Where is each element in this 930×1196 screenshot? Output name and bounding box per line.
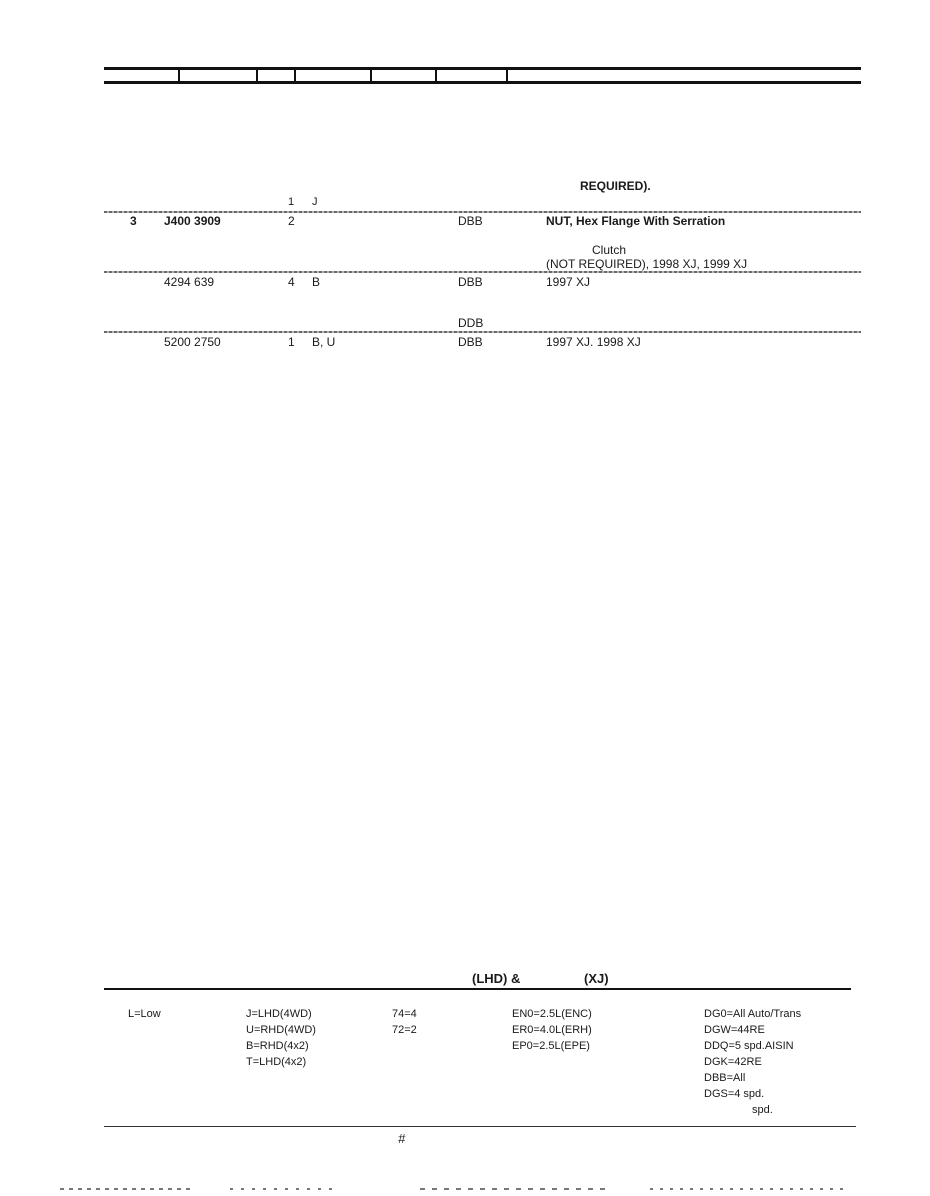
legend-entry: L=Low — [128, 1008, 161, 1020]
legend-entry: EN0=2.5L(ENC) — [512, 1008, 592, 1020]
legend-column-line — [128, 1006, 161, 1022]
legend-entry: DGS=4 spd. — [704, 1088, 765, 1100]
legend-entry: T=LHD(4x2) — [246, 1056, 307, 1068]
legend-entry: DDQ=5 spd.AISIN — [704, 1040, 794, 1052]
scan-artifact — [650, 1188, 850, 1190]
row3-part-number: 5200 2750 — [164, 335, 221, 349]
row0-description: REQUIRED). — [580, 179, 651, 193]
legend-entry: EP0=2.5L(EPE) — [512, 1040, 590, 1052]
column-tick — [178, 70, 180, 84]
row3-description: 1997 XJ. 1998 XJ — [546, 335, 641, 349]
scan-artifact — [60, 1188, 190, 1190]
legend-column-engine — [512, 1006, 592, 1054]
row1-description: NUT, Hex Flange With Serration — [546, 214, 726, 228]
footer-rule — [104, 1126, 856, 1127]
column-tick — [506, 70, 508, 84]
legend-title-xj: (XJ) — [584, 971, 609, 986]
row2-application: B — [312, 275, 321, 289]
header-rule-top — [104, 67, 861, 70]
row2-description: 1997 XJ — [546, 275, 591, 289]
legend-column-transmission — [704, 1006, 801, 1118]
header-rule-bottom — [104, 81, 861, 84]
row1-trans-code: DBB — [458, 214, 483, 228]
column-tick — [294, 70, 296, 84]
row-separator — [104, 331, 861, 333]
row2-trans-code: DBB — [458, 275, 483, 289]
legend-entry: U=RHD(4WD) — [246, 1024, 316, 1036]
column-tick — [370, 70, 372, 84]
legend-title-lhd: (LHD) & — [472, 971, 521, 986]
row3-application: B, U — [312, 335, 336, 349]
row1-qty: 2 — [288, 214, 295, 228]
legend-entry: 74=4 — [392, 1008, 417, 1020]
row1-note-years: (NOT REQUIRED), 1998 XJ, 1999 XJ — [546, 257, 748, 271]
legend-entry: DGK=42RE — [704, 1056, 762, 1068]
legend-entry: ER0=4.0L(ERH) — [512, 1024, 592, 1036]
row1-item-number: 3 — [130, 214, 137, 228]
scan-artifact — [420, 1188, 610, 1190]
row0-qty-fragment: 1 — [288, 196, 295, 208]
column-tick — [435, 70, 437, 84]
legend-entry: DGW=44RE — [704, 1024, 765, 1036]
row2-note-trans: DDB — [458, 316, 484, 330]
row-separator — [104, 271, 861, 273]
row0-app-fragment: J — [312, 196, 318, 208]
legend-column-body — [246, 1006, 316, 1070]
legend-entry: J=LHD(4WD) — [246, 1008, 312, 1020]
row2-part-number: 4294 639 — [164, 275, 215, 289]
column-tick — [256, 70, 258, 84]
legend-rule — [104, 988, 851, 990]
legend-column-doors — [392, 1006, 417, 1038]
legend-entry: DG0=All Auto/Trans — [704, 1008, 802, 1020]
row1-part-number: J400 3909 — [164, 214, 221, 228]
legend-entry: spd. — [752, 1104, 773, 1116]
legend-entry: DBB=All — [704, 1072, 746, 1084]
row-separator — [104, 211, 861, 213]
footer-symbol: # — [398, 1131, 406, 1146]
legend-entry: B=RHD(4x2) — [246, 1040, 309, 1052]
row3-trans-code: DBB — [458, 335, 483, 349]
row2-qty: 4 — [288, 275, 295, 289]
legend-entry: 72=2 — [392, 1024, 417, 1036]
scan-artifact — [230, 1188, 340, 1190]
row1-note-clutch: Clutch — [592, 243, 627, 257]
row3-qty: 1 — [288, 335, 295, 349]
